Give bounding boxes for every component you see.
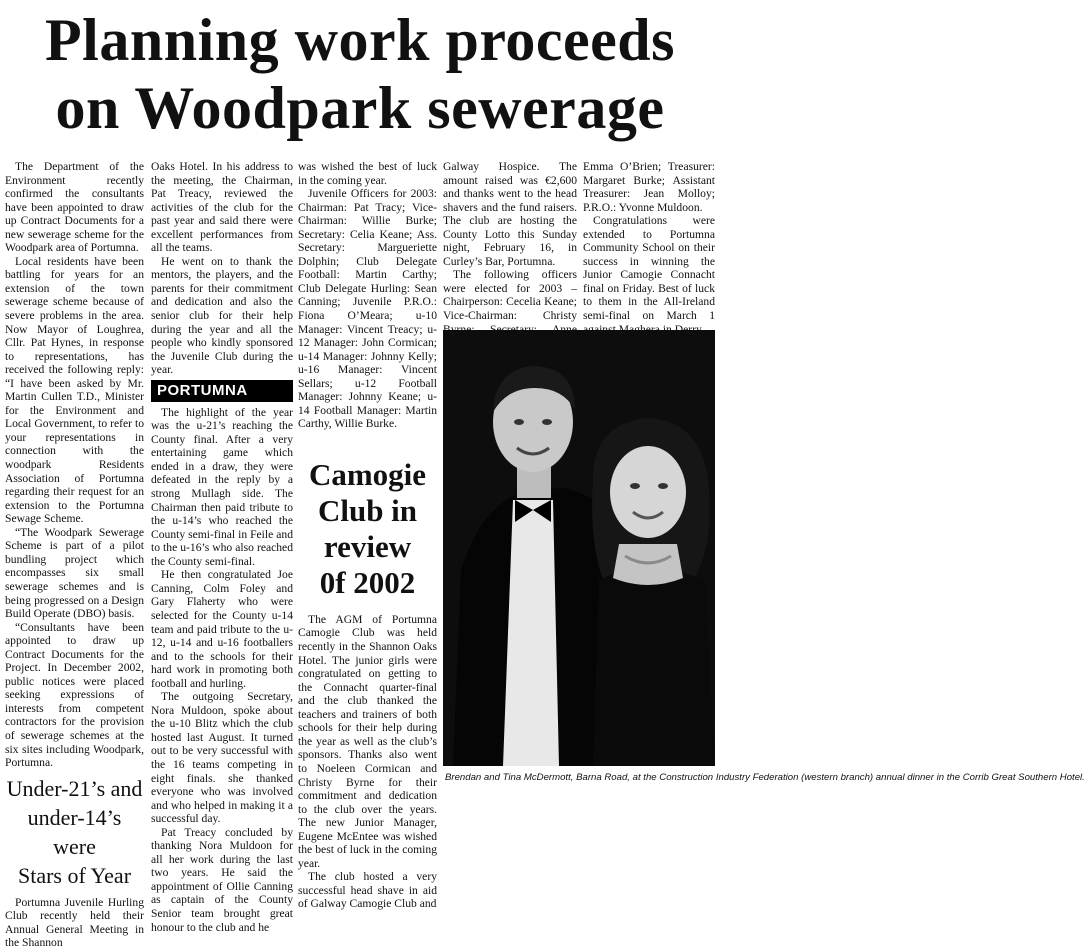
camogie-headline-line: Club in bbox=[317, 492, 418, 528]
article-column-5 bbox=[583, 160, 715, 336]
paragraph: Portumna Juvenile Hurling Club recently held their Annual General Meeting in the Shannon bbox=[5, 895, 144, 950]
camogie-headline-line: 0f 2002 bbox=[319, 564, 416, 600]
headline bbox=[0, 0, 720, 156]
paragraph: He went on to thank the mentors, the players, and the parents for their commitment and dedication and also the senior club for their help during the year and all the people who kindly sponsored the Juvenile Club during the year. bbox=[151, 254, 293, 377]
camogie-headline-line: Camogie bbox=[308, 456, 427, 492]
article-column-3 bbox=[298, 160, 437, 911]
paragraph: Oaks Hotel. In his address to the meeting, the Chairman, Pat Treacy, reviewed the activities of the club for the past year and said there were excellent performances from all the teams. bbox=[151, 160, 293, 255]
subheadline-line: under-14’s were bbox=[27, 804, 122, 859]
section-label-portumna: PORTUMNA bbox=[151, 380, 293, 402]
paragraph: “Consultants have been appointed to draw up Contract Documents for the Project. In December 2002, public notices were placed seeking expressions of interests from competent contractors for the provision of sewerage schemes at the six sites including Woodpark, Portumna. bbox=[5, 620, 144, 770]
subheadline-line: Stars of Year bbox=[17, 862, 132, 888]
photo-caption: Brendan and Tina McDermott, Barna Road, at the Construction Industry Federation (western branch) annual dinner in the Corrib Great Southern Hotel. bbox=[445, 772, 1085, 783]
paragraph: The Department of the Environment recently confirmed the consultants have been appointed to draw up Contract Documents for a new sewerage scheme for the Woodpark area of Portumna. bbox=[5, 160, 144, 255]
paragraph: Local residents have been battling for years for an extension of the town sewerage scheme because of severe problems in the area. Now Mayor of Loughrea, Cllr. Pat Hynes, in response to representations, has received the following reply: “I have been asked by Mr. Martin Cullen T.D., Minister for the Environment and Local Government, to refer to your representations in connection with the woodpark Residents Association of Portumna regarding their request for an extension to the Portumna Sewage Scheme. bbox=[5, 254, 144, 526]
paragraph: was wished the best of luck in the coming year. bbox=[298, 160, 437, 187]
headline-line-1: Planning work proceeds bbox=[45, 7, 675, 73]
paragraph: The outgoing Secretary, Nora Muldoon, spoke about the u-10 Blitz which the club hosted last August. It turned out to be very successful with the 16 teams competing in eight finals. she thanked everyone who was involved and who helped in making it a successful day. bbox=[151, 690, 293, 826]
paragraph: Galway Hospice. The amount raised was €2,600 and thanks went to the head shavers and the fund raisers. The club are hosting the County Lotto this Sunday night, February 16, in Curley’s Bar, Portumna. bbox=[443, 160, 577, 268]
paragraph: The club hosted a very successful head shave in aid of Galway Camogie Club and bbox=[298, 870, 437, 911]
paragraph: “The Woodpark Sewerage Scheme is part of a pilot bundling project which encompasses six small sewerage schemes and is being progressed on a Design Build Operate (DBO) basis. bbox=[5, 525, 144, 621]
paragraph: Emma O’Brien; Treasurer: Margaret Burke; Assistant Treasurer: Jean Molloy; P.R.O.: Yvonne Muldoon. bbox=[583, 160, 715, 214]
camogie-headline-line: review bbox=[323, 528, 412, 564]
couple-photo bbox=[443, 330, 715, 766]
subheadline-line: Under-21’s and bbox=[6, 775, 143, 801]
hurling-subheadline bbox=[5, 774, 144, 890]
paragraph: He then congratulated Joe Canning, Colm Foley and Gary Flaherty who were selected for the County u-14 team and paid tribute to the u-12, u-14 and u-16 footballers and to the schools for their hard work in promoting both football and hurling. bbox=[151, 568, 293, 690]
paragraph: The highlight of the year was the u-21’s reaching the County final. After a very entertaining game which ended in a draw, they were defeated in the reply by a strong Mullagh side. The Chairman then paid tribute to the u-14’s who reached the County semi-final in Feile and to the u-16’s who also reached the County semi-final. bbox=[151, 405, 293, 568]
article-column-2 bbox=[151, 160, 293, 934]
paragraph: The AGM of Portumna Camogie Club was held recently in the Shannon Oaks Hotel. The junior girls were congratulated on getting to the Connacht quarter-final and the club thanked the teachers and trainers of both schools for their help during the year as well as the club’s sponsors. Thanks also went to Noeleen Cormican and Christy Byrne for their commitment and dedication to the club over the years. The new Junior Manager, Eugene McEntee was wished the best of luck in the coming year. bbox=[298, 612, 437, 870]
headline-line-2: on Woodpark sewerage bbox=[55, 75, 665, 141]
article-column-1 bbox=[5, 160, 144, 950]
couple-photo-image bbox=[443, 330, 715, 766]
paragraph: The following officers were elected for 2003 – Chairperson: Cecelia Keane; Vice-Chairman: Christy bbox=[443, 268, 577, 323]
paragraph: Pat Treacy concluded by thanking Nora Muldoon for all her work during the last two years. He said the appointment of Ollie Canning as captain of the County Senior team brought great honour to the club and he bbox=[151, 825, 293, 934]
paragraph: Congratulations were extended to Portumna Community School on their success in winning the Junior Camogie Connacht final on Friday. Best of luck to them in the All-Ireland semi-final on March 1 bbox=[583, 214, 715, 323]
paragraph: Juvenile Officers for 2003: Chairman: Pat Tracy; Vice-Chairman: Willie Burke; Secretary: Celia Keane; Ass. Secretary: Margueriette Dolphin; Club Delegate Football: Martin Carthy; Club Delegate Hurling: Sean Canning; Juvenile P.R.O.: Fiona O’Meara; u-10 Manager: Vincent Treacy; u-12 Manager: John Cormican; u-14 Manager: Johnny Kelly; u-16 Manager: Vincent Sellars; u-12 Football Manager: Johnny Keane; u-14 Football Manager: Martin Carthy, Willie Burke. bbox=[298, 187, 437, 431]
camogie-headline bbox=[298, 457, 437, 601]
